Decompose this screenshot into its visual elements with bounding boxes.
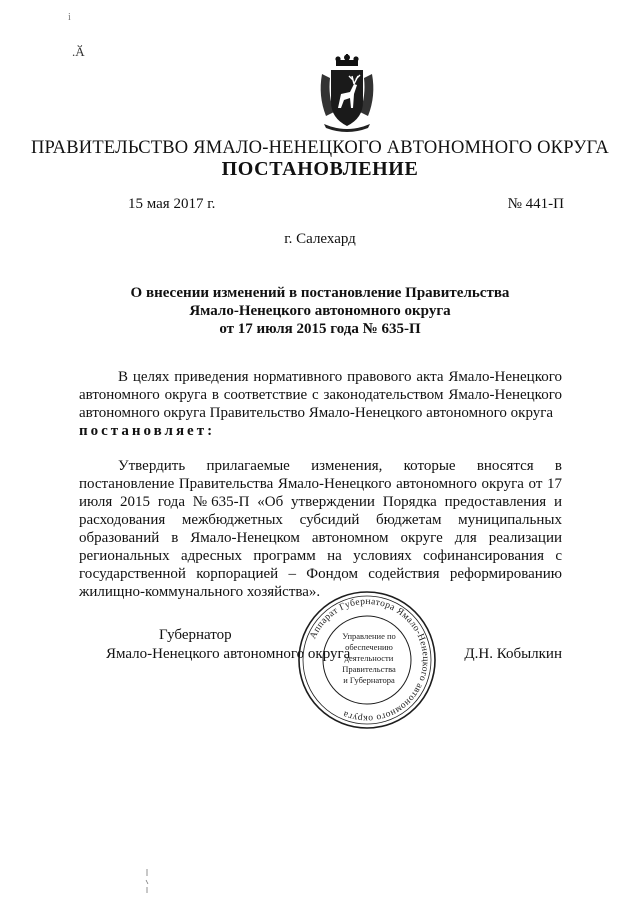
subject-line-2: Ямало-Ненецкого автономного округа <box>189 303 451 319</box>
decree-word: постановляет: <box>79 423 216 439</box>
document-subject <box>80 284 560 338</box>
document-type: ПОСТАНОВЛЕНИЕ <box>221 158 419 180</box>
preamble-text: В целях приведения нормативного правового акта Ямало-Ненецкого автономного округа в соответствие с законодательством Ямало-Ненецкого автономного округа Правительство Ямало-Ненецкого автономного округа <box>79 369 562 421</box>
round-seal-icon <box>296 589 438 731</box>
signatory-title: Губернатор <box>159 627 232 643</box>
preamble-paragraph <box>79 368 562 440</box>
seal-ring-text: Аппарат Губернатора Ямало-Ненецкого автономного округа <box>308 596 431 724</box>
document-city: г. Салехард <box>284 231 356 247</box>
government-name: ПРАВИТЕЛЬСТВО ЯМАЛО-НЕНЕЦКОГО АВТОНОМНОГО ОКРУГА <box>31 138 609 158</box>
subject-line-1: О внесении изменений в постановление Правительства <box>130 285 510 301</box>
signatory-organization: Ямало-Ненецкого автономного округа <box>106 646 351 662</box>
document-number: № 441-П <box>507 196 564 212</box>
document-date: 15 мая 2017 г. <box>128 196 216 212</box>
coat-of-arms-icon <box>316 54 378 134</box>
crown-icon <box>335 54 358 66</box>
seal-line-5: и Губернатора <box>343 675 395 685</box>
corner-mark: .Ӑ <box>72 44 85 59</box>
seal-line-4: Правительства <box>342 664 396 674</box>
signatory-name: Д.Н. Кобылкин <box>464 646 562 662</box>
decree-text: Утвердить прилагаемые изменения, которые вносятся в постановление Правительства Ямало-Ненецкого автономного округа от 17 июля 2015 года №635-П «Об утверждении Порядка предоставления и расходования межбюджетных субсидий бюджетам муниципальных образований в Ямало-Ненецком автономном округе для реализации региональных адресных программ на условиях софинансирования с государственной корпорацией – Фондом содействия реформированию жилищно-коммунального хозяйства». <box>79 458 562 600</box>
top-margin-mark: i <box>68 12 71 23</box>
decree-paragraph <box>79 457 562 601</box>
margin-scribble <box>144 868 150 894</box>
seal-line-3: деятельности <box>344 653 394 663</box>
seal-line-1: Управление по <box>342 631 396 641</box>
seal-line-2: обеспечению <box>345 642 393 652</box>
subject-line-3: от 17 июля 2015 года № 635-П <box>219 321 421 337</box>
